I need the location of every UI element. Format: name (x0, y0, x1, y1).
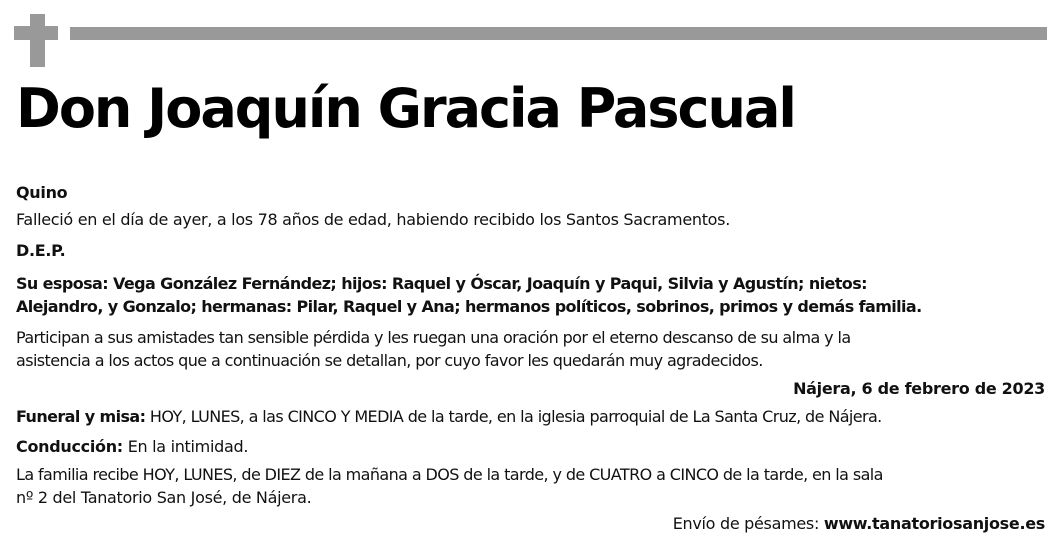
place-date: Nájera, 6 de febrero de 2023 (793, 379, 1045, 398)
invitation-line-1: Participan a sus amistades tan sensible pérdida y les ruegan una oración por el eterno descanso de su alma y la (16, 328, 851, 347)
condolence-label: Envío de pésames: (672, 514, 820, 533)
cross-icon-bar (14, 26, 58, 40)
invitation-line-2: asistencia a los actos que a continuación se detallan, por cuyo favor les quedarán muy agradecidos. (16, 351, 763, 370)
conduccion-line (16, 434, 1045, 459)
reception-line-2: nº 2 del Tanatorio San José, de Nájera. (16, 488, 312, 507)
funeral-text: HOY, LUNES, a las CINCO Y MEDIA de la tarde, en la iglesia parroquial de La Santa Cruz, de Nájera. (149, 407, 882, 426)
family-line-1: Su esposa: Vega González Fernández; hijos: Raquel y Óscar, Joaquín y Paqui, Silvia y Agustín; nietos: (16, 274, 867, 293)
alias: Quino (16, 183, 68, 202)
funeral-line (16, 404, 1045, 429)
header-rule (70, 27, 1047, 40)
funeral-label: Funeral y misa: (16, 407, 146, 426)
website-link[interactable]: www.tanatoriosanjose.es (823, 514, 1045, 533)
death-notice: Falleció en el día de ayer, a los 78 años de edad, habiendo recibido los Santos Sacramentos. (16, 210, 730, 229)
cross-icon (30, 14, 45, 67)
deceased-name: Don Joaquín Gracia Pascual (16, 77, 795, 140)
conduccion-text: En la intimidad. (127, 437, 249, 456)
dep: D.E.P. (16, 241, 66, 260)
conduccion-label: Conducción: (16, 437, 123, 456)
condolence-line (16, 511, 1045, 536)
family-line-2: Alejandro, y Gonzalo; hermanas: Pilar, Raquel y Ana; hermanos políticos, sobrinos, primos y demás familia. (16, 297, 922, 316)
reception-line-1: La familia recibe HOY, LUNES, de DIEZ de la mañana a DOS de la tarde, y de CUATRO a CINCO de la tarde, en la sala (16, 465, 883, 484)
